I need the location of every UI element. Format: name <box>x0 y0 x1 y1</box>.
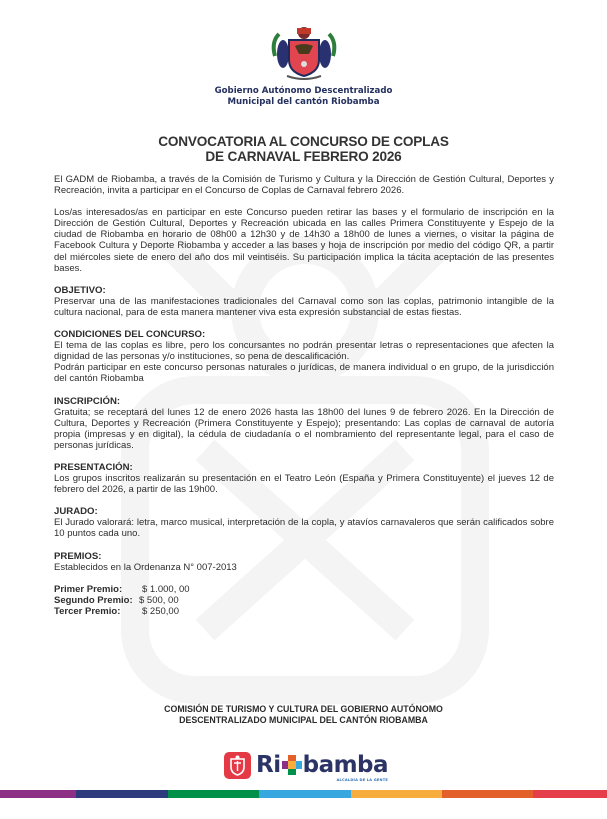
prize-row <box>54 595 554 606</box>
announcement-body <box>54 174 554 617</box>
coat-of-arms-icon <box>259 24 349 86</box>
prize-label: Segundo Premio: <box>54 594 133 606</box>
riobamba-brand-logo <box>224 750 388 780</box>
footer-line2: DESCENTRALIZADO MUNICIPAL DEL CANTÓN RIOBAMBA <box>179 715 428 725</box>
footer-line1: COMISIÓN DE TURISMO Y CULTURA DEL GOBIERNO AUTÓNOMO <box>164 704 443 714</box>
brand-prefix: Ri <box>256 752 281 778</box>
org-name-line1: Gobierno Autónomo Descentralizado <box>214 86 393 96</box>
section-title-condiciones: CONDICIONES DEL CONCURSO: <box>54 329 206 341</box>
section-title-objetivo: OBJETIVO: <box>54 284 106 296</box>
prize-row <box>54 606 554 617</box>
prize-list <box>54 584 554 617</box>
municipal-crest-badge-icon <box>224 752 251 779</box>
brand-tagline: ALCALDÍA DE LA GENTE <box>336 778 389 782</box>
intro-paragraph-2: Los/as interesados/as en participar en este Concurso pueden retirar las bases y el formulario de inscripción en la Dirección de Gestión Cultural, Deportes y Recreación ubicada en las calles Primera Constituyente y Espejo de la ciudad de Riobamba en horario de 08h00 a 12h30 y de 14h30 a 18h00 de lunes a viernes, o visitar la página de Facebook Cultura y Deporte Riobamba y acceder a las bases y hoja de inscripción por medio del código QR, a partir del miércoles siete de enero del año dos mil veintiséis. Su participación implica la tácita aceptación de las presentes bases. <box>54 207 554 274</box>
section-text-presentacion: Los grupos inscritos realizarán su presentación en el Teatro León (España y Primera Constituyente) el jueves 12 de febrero del 2026, a partir de las 19h00. <box>54 473 554 496</box>
section-title-jurado: JURADO: <box>54 506 98 518</box>
brand-suffix: bamba <box>302 752 389 778</box>
section-text-inscripcion: Gratuita; se receptará del lunes 12 de enero 2026 hasta las 18h00 del lunes 9 de febrero 2026. En la Dirección de Cultura, Deportes y Recreación (Primera Constituyente y Espejo); presentando: Las coplas de carnaval de autoría propia (impresas y en digital), la cédula de ciudadanía o el nombramiento del representante legal, para el caso de personas jurídicas. <box>54 406 554 451</box>
brand-wordmark <box>256 752 389 782</box>
intro-paragraph-1: El GADM de Riobamba, a través de la Comisión de Turismo y Cultura y la Dirección de Gestión Cultural, Deportes y Recreación, invita a participar en el Concurso de Coplas de Carnaval febrero 2026. <box>54 174 554 197</box>
title-line2: DE CARNAVAL FEBRERO 2026 <box>205 149 402 164</box>
prize-label: Primer Premio: <box>54 583 123 595</box>
stripe-segment-orange <box>351 790 442 798</box>
prize-row <box>54 584 554 595</box>
section-title-inscripcion: INSCRIPCIÓN: <box>54 395 121 407</box>
stripe-segment-purple <box>0 790 76 798</box>
stripe-segment-navy <box>76 790 168 798</box>
title-line1: CONVOCATORIA AL CONCURSO DE COPLAS <box>158 134 449 149</box>
prize-amount: $ 1.000, 00 <box>142 583 190 595</box>
stripe-segment-red-orange <box>442 790 533 798</box>
color-stripe <box>0 790 607 798</box>
section-text-condiciones-1: El tema de las coplas es libre, pero los concursantes no podrán presentar letras o representaciones que afecten la dignidad de las personas y/o instituciones, so pena de descalificación. <box>54 340 554 363</box>
prize-amount: $ 500, 00 <box>139 594 179 606</box>
stripe-segment-red <box>533 790 607 798</box>
section-title-premios: PREMIOS: <box>54 550 102 562</box>
prize-label: Tercer Premio: <box>54 605 121 617</box>
stripe-segment-blue <box>259 790 351 798</box>
stripe-segment-green <box>168 790 259 798</box>
footer-commission <box>0 704 607 726</box>
prize-amount: $ 250,00 <box>142 605 179 617</box>
section-text-condiciones-2: Podrán participar en este concurso personas naturales o jurídicas, de manera individual o en grupo, de la jurisdicción del cantón Riobamba <box>54 362 554 385</box>
section-title-presentacion: PRESENTACIÓN: <box>54 461 133 473</box>
header <box>0 24 607 108</box>
org-name-line2: Municipal del cantón Riobamba <box>227 97 380 107</box>
section-text-objetivo: Preservar una de las manifestaciones tradicionales del Carnaval como son las coplas, patrimonio intangible de la cultura nacional, para de esta manera mantener viva esta expresión substancial de estas fiestas. <box>54 295 554 318</box>
section-text-premios: Establecidos en la Ordenanza N° 007-2013 <box>54 561 237 573</box>
page-title <box>0 134 607 164</box>
colorful-o-icon <box>282 755 302 775</box>
section-text-jurado: El Jurado valorará: letra, marco musical, interpretación de la copla, y atavíos carnavaleros que serán calificados sobre 10 puntos cada uno. <box>54 517 554 540</box>
